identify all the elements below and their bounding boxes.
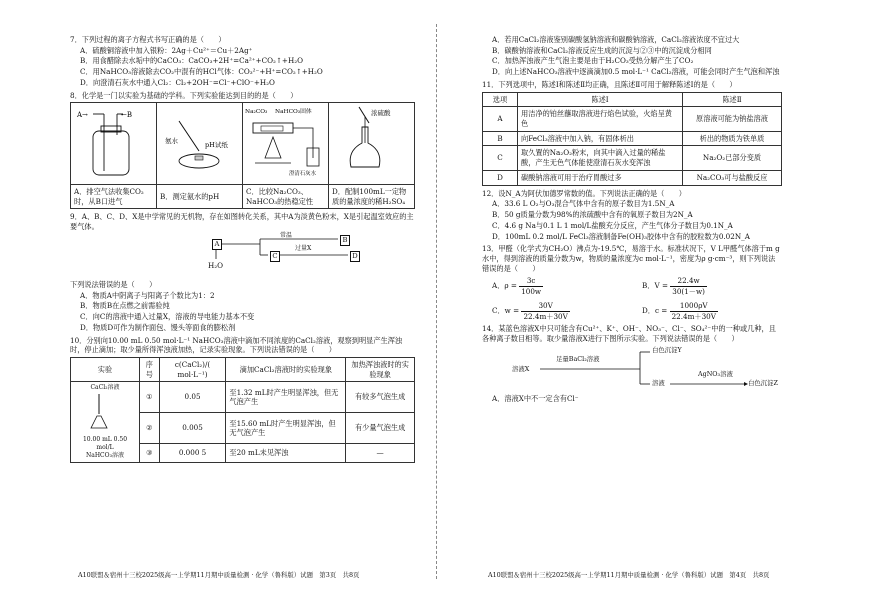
q10-header-experiment: 实验 (71, 357, 140, 381)
scheme-node-c: C (270, 251, 280, 262)
thermal-stability-figure (243, 103, 327, 181)
question-8-stem: 8．化学是一门以实验为基础的学科。下列实验能达到目的的是（ ） (70, 90, 298, 100)
q13-option-d (642, 301, 782, 321)
question-10 (70, 336, 415, 463)
right-page-footer: A10联盟＆宿州十三校2025级高一上学期11月期中质量检测 · 化学（鲁科版）试题 第4页 共8页 (488, 571, 770, 580)
q13-option-c-label: C．w = (492, 306, 520, 316)
q10-row2-index: ② (140, 413, 160, 444)
question-9-stem: 9．A、B、C、D、X是中学常见的无机物，存在如图转化关系，其中A为淡黄色粉末，X是引起温室效应的主要气体。 (70, 212, 414, 232)
q10-header-drop-phenomenon: 滴加CaCl₂溶液时的实验现象 (226, 357, 346, 381)
q8-label-ammonia: 氨水 (165, 137, 178, 146)
q11-row-a-label: A (483, 107, 518, 131)
q9-option-d: D．物质D可作为制作面包、馒头等面食的膨松剂 (80, 322, 236, 332)
table-row (483, 131, 782, 146)
q10-row3-conc: 0.000 5 (159, 444, 226, 463)
scheme-node-d: D (350, 251, 360, 262)
q11-header-option: 选项 (483, 92, 518, 107)
left-page (70, 34, 415, 466)
question-9 (70, 212, 415, 332)
page-divider (436, 24, 437, 579)
q10-header-heat-phenomenon: 加热浑浊液时的实验现象 (346, 357, 415, 381)
q13-options (492, 276, 782, 321)
q13-option-b-label: B．V = (642, 281, 668, 291)
flow-solution-x: 溶液X (512, 364, 530, 373)
q8-label-b: ←B (121, 111, 133, 120)
q7-option-d: D．向澄清石灰水中通入Cl₂：Cl₂+2OH⁻=Cl⁻+ClO⁻+H₂O (80, 77, 275, 87)
table-row (483, 170, 782, 185)
q10-table (70, 357, 415, 463)
q10-row2-drop: 至15.60 mL时产生明显浑浊，但无气泡产生 (226, 413, 346, 444)
q10-row1-drop: 至1.32 mL时产生明显浑浊，但无气泡产生 (226, 382, 346, 413)
q10-option-b: B．碳酸钠溶液和CaCl₂溶液反应生成的沉淀与②③中的沉淀成分相同 (492, 45, 712, 55)
q12-option-d: D．100mL 0.2 mol/L FeCl₃溶液制备Fe(OH)₃胶体中含有的胶粒数为0.02N_A (492, 231, 750, 241)
q13-a-numerator: 3c (519, 276, 543, 287)
question-12 (482, 189, 782, 242)
question-13-stem: 13．甲醛（化学式为CH₂O）沸点为-19.5℃，易溶于水。标准状况下，V L甲醛气体溶于m g水中，得到溶液的质量分数为w，物质的量浓度为c mol·L⁻¹，密度为ρ g·cm⁻³，则下列说法错误的是（ ） (482, 244, 780, 273)
scheme-node-b: B (340, 235, 350, 246)
scheme-cond-excess-x: 过量X (295, 244, 312, 252)
q13-option-a-label: A．ρ = (492, 281, 517, 291)
q10-apparatus-reagent: CaCl₂溶液 (90, 384, 120, 392)
q13-option-d-label: D．c = (642, 306, 668, 316)
q8-option-b: B．测定氨水的pH (157, 185, 243, 209)
q7-option-c: C．用NaHCO₃溶液除去CO₂中混有的HCl气体：CO₃²⁻+H⁺=CO₂↑+H₂O (80, 67, 323, 77)
q7-option-b: B．用食醋除去水垢中的CaCO₃：CaCO₃+2H⁺=Ca²⁺+CO₂↑+H₂O (80, 56, 303, 66)
gas-bottle-figure (71, 103, 153, 181)
flow-reagent-bacl2: 足量BaCl₂溶液 (556, 354, 600, 363)
q13-option-b-fraction (670, 276, 707, 296)
q11-row-c-s1: 取久置的Na₂O₂粉末，向其中滴入过量的稀盐酸，产生无色气体能使澄清石灰水变浑浊 (518, 146, 683, 170)
q11-row-b-s1: 向FeCl₃溶液中加入钠，有固体析出 (518, 131, 683, 146)
flow-arrows (512, 346, 792, 392)
question-12-stem: 12．设N_A为阿伏加德罗常数的值。下列说法正确的是（ ） (482, 188, 686, 198)
q13-a-denominator: 100w (521, 287, 542, 297)
q10-row1-index: ① (140, 382, 160, 413)
q13-b-numerator: 22.4w (670, 276, 707, 287)
q10-header-conc: c(CaCl₂)/( mol·L⁻¹) (159, 357, 226, 381)
q10-row1-conc: 0.05 (159, 382, 226, 413)
q14-option-a: A．溶液X中不一定含有Cl⁻ (492, 393, 579, 403)
q12-option-c: C．4.6 g Na与0.1 L 1 mol/L盐酸充分反应，产生气体分子数目为0.1N_A (492, 220, 733, 230)
q13-c-denominator: 22.4m＋30V (523, 311, 568, 321)
q10-header-index: 序号 (140, 357, 160, 381)
q10-apparatus-cell (71, 382, 140, 462)
q11-header-statement1: 陈述Ⅰ (518, 92, 683, 107)
q10-row3-index: ③ (140, 444, 160, 463)
q8-option-d: D．配制100mL一定物质的量浓度的稀H₂SO₄ (329, 185, 415, 209)
flow-precipitate-z: 白色沉淀Z (748, 378, 779, 387)
scheme-node-a: A (212, 239, 222, 250)
q8-figure-table (70, 102, 415, 209)
q12-option-a: A．33.6 L O₂与O₃混合气体中含有的原子数目为1.5N_A (492, 199, 675, 209)
q13-option-c (492, 301, 632, 321)
question-10-stem: 10．分别向10.00 mL 0.50 mol·L⁻¹ NaHCO₃溶液中滴加不同浓度的CaCl₂溶液，观察到明显产生浑浊时，停止滴加；取少量所得浑浊液加热，记录实验现象。下列说法错误的是（ ） (70, 335, 403, 355)
q13-b-denominator: 30(1－w) (672, 287, 705, 297)
q10-row2-conc: 0.005 (159, 413, 226, 444)
question-8 (70, 91, 415, 210)
question-10-continued (482, 35, 782, 77)
q11-row-a-s2: 原溶液可能为钠盐溶液 (683, 107, 782, 131)
question-14-stem: 14．某蓝色溶液X中只可能含有Cu²⁺、K⁺、OH⁻、NO₃⁻、Cl⁻、SO₄²⁻中的一种或几种，且各种离子数目相等。取少量溶液X进行下图所示实验。下列说法错误的是（ ） (482, 324, 776, 343)
question-7 (70, 35, 415, 88)
table-row (483, 107, 782, 131)
q13-option-b (642, 276, 782, 296)
q8-fig-a-cell (71, 103, 157, 185)
q8-fig-c-cell (243, 103, 329, 185)
q10-row3-heat: — (346, 444, 415, 463)
q11-row-c-label: C (483, 146, 518, 170)
volumetric-flask-figure (329, 103, 411, 181)
q13-d-denominator: 22.4m＋30V (671, 311, 716, 321)
q11-row-d-label: D (483, 170, 518, 185)
scheme-reagent-h2o: H₂O (208, 260, 224, 270)
q11-row-a-s1: 用洁净的铂丝蘸取溶液进行焰色试验，火焰呈黄色 (518, 107, 683, 131)
q11-row-b-label: B (483, 131, 518, 146)
table-row (483, 146, 782, 170)
q11-row-d-s1: 碳酸钠溶液可用于治疗胃酸过多 (518, 170, 683, 185)
q13-option-a (492, 276, 632, 296)
q10-row2-heat: 有少量气泡生成 (346, 413, 415, 444)
q11-row-d-s2: Na₂CO₃可与盐酸反应 (683, 170, 782, 185)
right-page (482, 34, 782, 406)
q8-label-ph-paper: pH试纸 (205, 141, 228, 150)
q10-row1-heat: 有较多气泡生成 (346, 382, 415, 413)
q10-row3-drop: 至20 mL未见浑浊 (226, 444, 346, 463)
question-14 (482, 324, 782, 403)
q8-option-c: C．比较Na₂CO₃、NaHCO₃的热稳定性 (243, 185, 329, 209)
ph-test-figure (157, 103, 239, 181)
q9-option-a: A．物质A中阴离子与阳离子个数比为1：2 (80, 290, 215, 300)
q13-option-c-fraction (521, 301, 569, 321)
left-page-footer: A10联盟＆宿州十三校2025级高一上学期11月期中质量检测 · 化学（鲁科版）试题 第3页 共8页 (78, 571, 360, 580)
q11-header-statement2: 陈述Ⅱ (683, 92, 782, 107)
q10-apparatus-volume: 10.00 mL 0.50 mol/L (82, 435, 128, 451)
q8-label-a: A→ (77, 111, 88, 120)
q11-table (482, 92, 782, 186)
question-13 (482, 244, 782, 321)
q8-fig-d-cell (329, 103, 415, 185)
q13-c-numerator: 30V (521, 301, 569, 312)
q13-option-a-fraction (519, 276, 543, 296)
q9-option-c: C．向C的溶液中通入过量X，溶液的导电能力基本不变 (80, 312, 255, 322)
q8-label-limewater: 澄清石灰水 (289, 171, 316, 178)
q12-option-b: B．50 g质量分数为98%的浓硫酸中含有的氧原子数目为2N_A (492, 210, 693, 220)
q9-conversion-scheme (130, 231, 415, 277)
q11-row-b-s2: 析出的物质为铁单质 (683, 131, 782, 146)
q10-option-a: A．若用CaCl₂溶液鉴别碳酸氢钠溶液和碳酸钠溶液，CaCl₂溶液浓度不宜过大 (492, 35, 740, 44)
q14-flow-diagram (512, 346, 782, 392)
titration-apparatus-figure (85, 392, 125, 432)
question-11-stem: 11．下列选项中，陈述Ⅰ和陈述Ⅱ均正确，且陈述Ⅱ可用于解释陈述Ⅰ的是（ ） (482, 79, 737, 89)
q10-apparatus-solution: NaHCO₃溶液 (86, 451, 124, 459)
q8-fig-b-cell (157, 103, 243, 185)
q13-option-d-fraction (670, 301, 718, 321)
q11-row-c-s2: Na₂O₂已部分变质 (683, 146, 782, 170)
scheme-arrows (130, 235, 370, 277)
flow-filtrate: 溶液 (652, 378, 665, 387)
q7-option-a: A．硫酸铜溶液中加入银粉：2Ag＋Cu²⁺＝Cu＋2Ag⁺ (80, 45, 253, 55)
q10-option-c: C．加热浑浊液产生气泡主要是由于H₂CO₃受热分解产生了CO₂ (492, 56, 694, 66)
table-row (71, 382, 415, 413)
q8-label-nahco3: NaHCO₃固体 (275, 109, 312, 116)
flow-reagent-agno3: AgNO₃溶液 (698, 369, 733, 378)
q8-option-a: A．排空气法收集CO₂时，从B口进气 (71, 185, 157, 209)
flow-precipitate-y: 白色沉淀Y (652, 345, 682, 354)
question-7-stem: 7．下列过程的离子方程式书写正确的是（ ） (70, 35, 226, 44)
q10-option-d: D．向上述NaHCO₃溶液中逐滴滴加0.5 mol·L⁻¹ CaCl₂溶液，可能会同时产生气泡和浑浊 (492, 67, 780, 77)
q9-option-b: B．物质B在点燃之前需验纯 (80, 301, 170, 311)
q8-label-na2co3: Na₂CO₃ (245, 109, 268, 116)
q9-prompt: 下列说法错误的是（ ） (70, 279, 157, 289)
question-11 (482, 80, 782, 186)
scheme-cond-rt: 常温 (280, 231, 293, 239)
q13-d-numerator: 1000ρV (670, 301, 718, 312)
q8-label-conc-acid: 浓硫酸 (371, 109, 391, 118)
